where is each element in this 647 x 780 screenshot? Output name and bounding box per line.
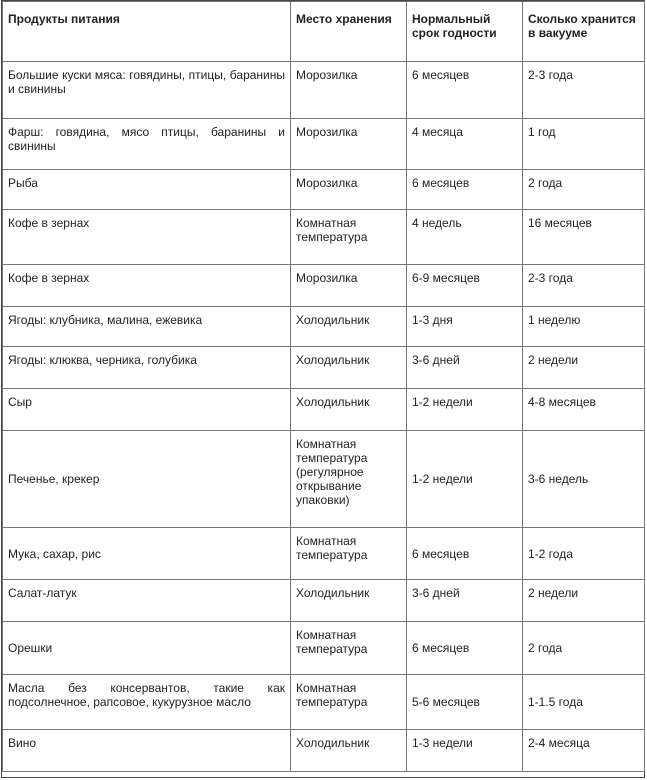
table-row (3, 119, 645, 170)
cell-product: Салат-латук (3, 580, 291, 622)
cell-normal-life: 6 месяцев (407, 62, 523, 119)
storage-table-frame (1, 0, 645, 778)
table-row (3, 431, 645, 528)
cell-product: Большие куски мяса: говядины, птицы, баранины и свинины (3, 62, 291, 119)
cell-vacuum-life: 2 недели (523, 580, 645, 622)
cell-normal-life: 1-3 дня (407, 307, 523, 347)
table-row (3, 389, 645, 431)
cell-normal-life: 5-6 месяцев (407, 675, 523, 730)
cell-normal-life: 6-9 месяцев (407, 265, 523, 307)
cell-vacuum-life: 2-3 года (523, 265, 645, 307)
header-storage-place: Место хранения (291, 2, 407, 62)
cell-product: Ягоды: клубника, малина, ежевика (3, 307, 291, 347)
cell-storage: Морозилка (291, 62, 407, 119)
table-row (3, 265, 645, 307)
storage-table (2, 1, 645, 772)
cell-normal-life: 4 недель (407, 210, 523, 265)
table-row (3, 170, 645, 210)
cell-product: Кофе в зернах (3, 210, 291, 265)
cell-vacuum-life: 2 года (523, 622, 645, 675)
cell-vacuum-life: 2-4 месяца (523, 730, 645, 772)
cell-normal-life: 1-2 недели (407, 431, 523, 528)
cell-normal-life: 3-6 дней (407, 347, 523, 389)
cell-storage: Морозилка (291, 170, 407, 210)
cell-product: Ягоды: клюква, черника, голубика (3, 347, 291, 389)
cell-normal-life: 4 месяца (407, 119, 523, 170)
cell-product: Вино (3, 730, 291, 772)
table-row (3, 62, 645, 119)
cell-product: Мука, сахар, рис (3, 528, 291, 580)
table-header-row (3, 2, 645, 62)
table-row (3, 528, 645, 580)
cell-vacuum-life: 1-1.5 года (523, 675, 645, 730)
cell-storage: Морозилка (291, 265, 407, 307)
cell-product: Масла без консервантов, такие как подсолнечное, рапсовое, кукурузное масло (3, 675, 291, 730)
cell-vacuum-life: 2-3 года (523, 62, 645, 119)
cell-vacuum-life: 1-2 года (523, 528, 645, 580)
cell-normal-life: 1-2 недели (407, 389, 523, 431)
cell-normal-life: 6 месяцев (407, 528, 523, 580)
cell-storage: Холодильник (291, 347, 407, 389)
header-vacuum-shelf-life: Сколько хранится в вакууме (523, 2, 645, 62)
cell-storage: Комнатная температура (291, 622, 407, 675)
cell-vacuum-life: 16 месяцев (523, 210, 645, 265)
cell-product: Фарш: говядина, мясо птицы, баранины и свинины (3, 119, 291, 170)
header-products: Продукты питания (3, 2, 291, 62)
cell-product: Орешки (3, 622, 291, 675)
cell-normal-life: 1-3 недели (407, 730, 523, 772)
cell-product: Кофе в зернах (3, 265, 291, 307)
cell-vacuum-life: 2 недели (523, 347, 645, 389)
cell-storage: Холодильник (291, 580, 407, 622)
table-row (3, 210, 645, 265)
table-row (3, 347, 645, 389)
cell-product: Рыба (3, 170, 291, 210)
cell-storage: Комнатная температура (291, 675, 407, 730)
table-row (3, 730, 645, 772)
cell-storage: Комнатная температура (291, 210, 407, 265)
cell-storage: Морозилка (291, 119, 407, 170)
header-normal-shelf-life: Нормальный срок годности (407, 2, 523, 62)
table-row (3, 307, 645, 347)
cell-vacuum-life: 1 неделю (523, 307, 645, 347)
cell-vacuum-life: 4-8 месяцев (523, 389, 645, 431)
table-row (3, 675, 645, 730)
cell-storage: Комнатная температура (регулярное открывание упаковки) (291, 431, 407, 528)
table-row (3, 580, 645, 622)
table-row (3, 622, 645, 675)
cell-vacuum-life: 3-6 недель (523, 431, 645, 528)
cell-vacuum-life: 2 года (523, 170, 645, 210)
cell-vacuum-life: 1 год (523, 119, 645, 170)
cell-product: Сыр (3, 389, 291, 431)
cell-normal-life: 6 месяцев (407, 170, 523, 210)
cell-normal-life: 3-6 дней (407, 580, 523, 622)
cell-storage: Холодильник (291, 730, 407, 772)
cell-storage: Комнатная температура (291, 528, 407, 580)
cell-storage: Холодильник (291, 389, 407, 431)
cell-product: Печенье, крекер (3, 431, 291, 528)
cell-storage: Холодильник (291, 307, 407, 347)
cell-normal-life: 6 месяцев (407, 622, 523, 675)
